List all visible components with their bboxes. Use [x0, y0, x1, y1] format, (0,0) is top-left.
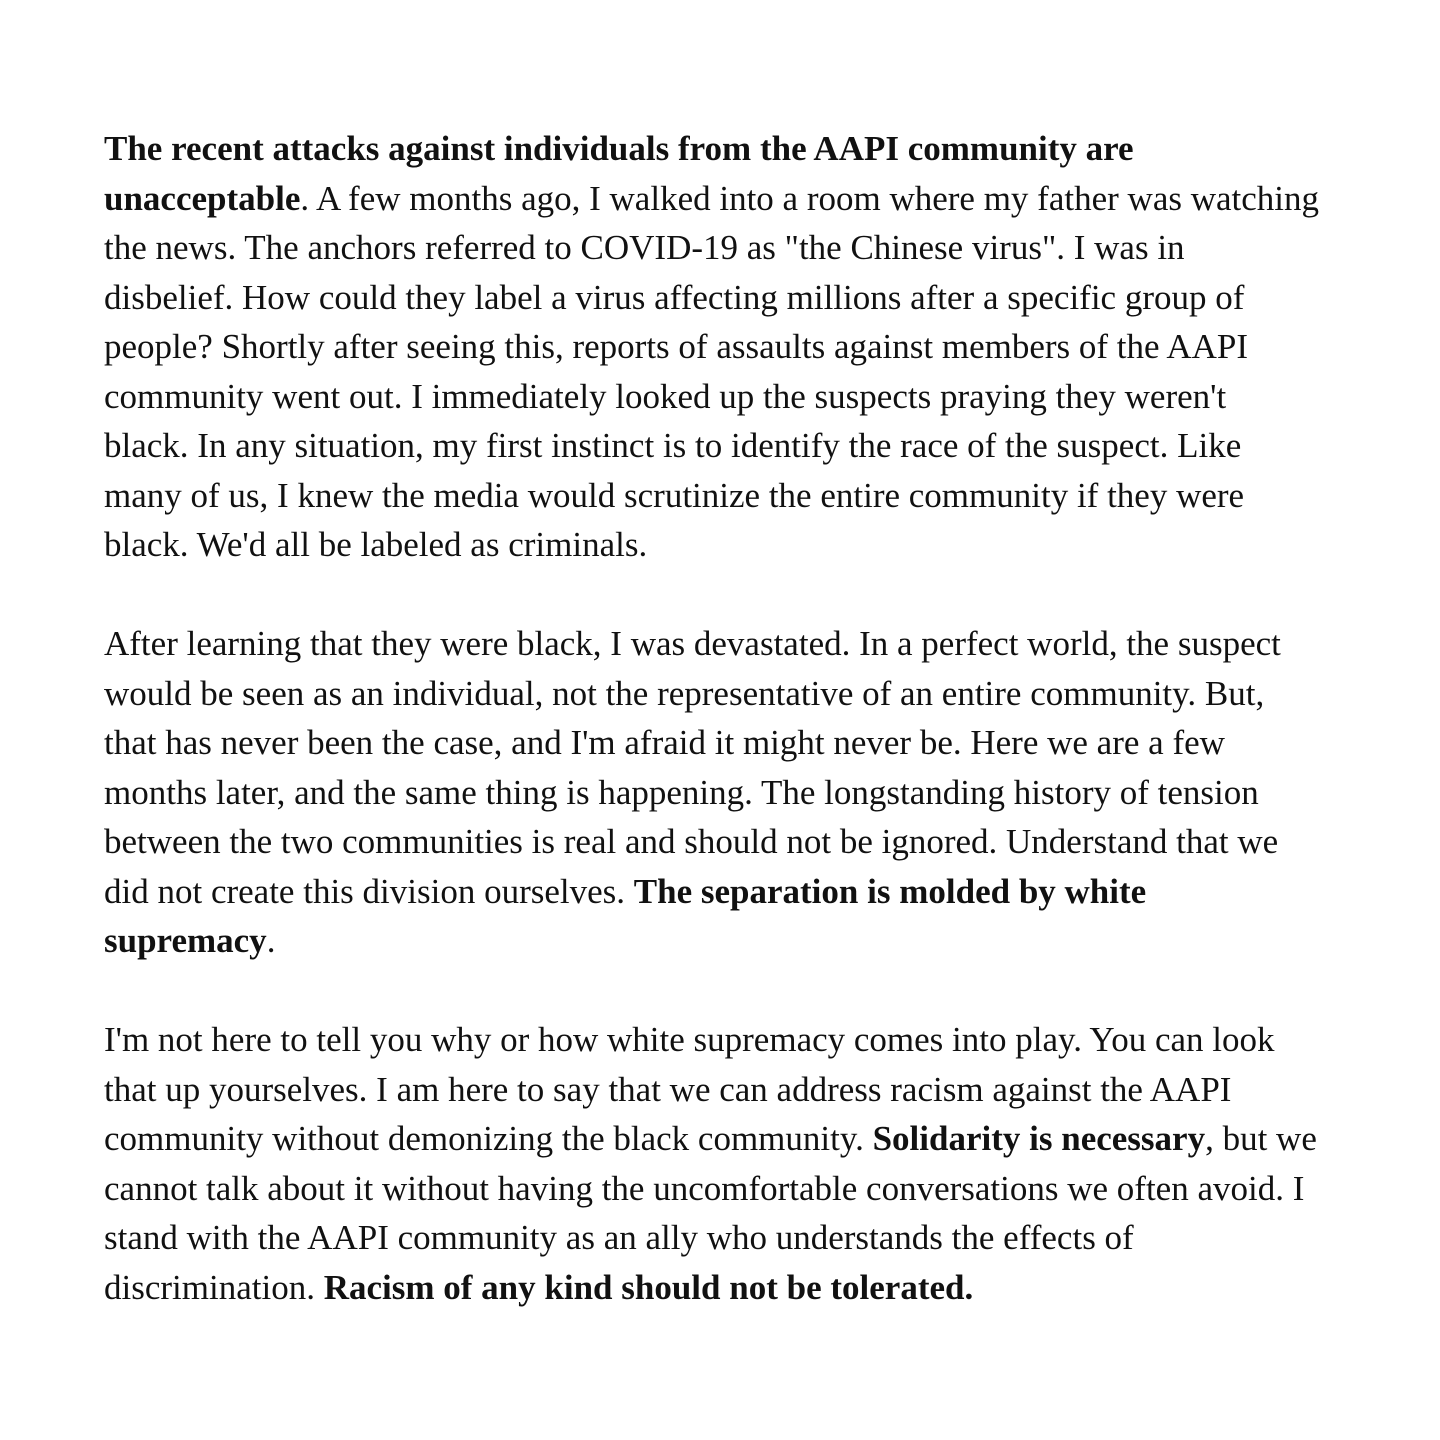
- paragraph-3: [104, 1015, 1319, 1312]
- bold-text: Racism of any kind should not be tolerated.: [323, 1267, 974, 1307]
- body-text: I'm not here to tell you why or how white supremacy comes into play. You can look that up yourselves. I am here to say that we can address racism against the AAPI community without demonizing the black community.: [104, 1020, 1275, 1158]
- body-text: After learning that they were black, I was devastated. In a perfect world, the suspect would be seen as an individual, not the representative of an entire community. But, that has never been the case, and I'm afraid it might never be. Here we are a few months later, and the same thing is happening. The longstanding history of tension between the two communities is real and should not be ignored. Understand that we did not create this division ourselves.: [104, 624, 1281, 911]
- bold-text: Solidarity is necessary: [872, 1119, 1206, 1158]
- body-text: , but we cannot talk about it without having the uncomfortable conversations we often avoid. I stand with the AAPI community as an ally who understands the effects of discrimination.: [104, 1119, 1317, 1307]
- document-body: [104, 124, 1319, 1312]
- bold-text: The separation is molded by white supremacy: [104, 871, 1147, 960]
- paragraph-2: [104, 619, 1319, 966]
- bold-text: The recent attacks against individuals from the AAPI community are unacceptable: [104, 129, 1134, 218]
- paragraph-1: [104, 124, 1319, 570]
- body-text: . A few months ago, I walked into a room where my father was watching the news. The anchors referred to COVID-19 as "the Chinese virus". I was in disbelief. How could they label a virus affecting millions after a specific group of people? Shortly after seeing this, reports of assaults against members of the AAPI community went out. I immediately looked up the suspects praying they weren't black. In any situation, my first instinct is to identify the race of the suspect. Like many of us, I knew the media would scrutinize the entire community if they were black. We'd all be labeled as criminals.: [104, 178, 1320, 564]
- body-text: .: [266, 921, 276, 960]
